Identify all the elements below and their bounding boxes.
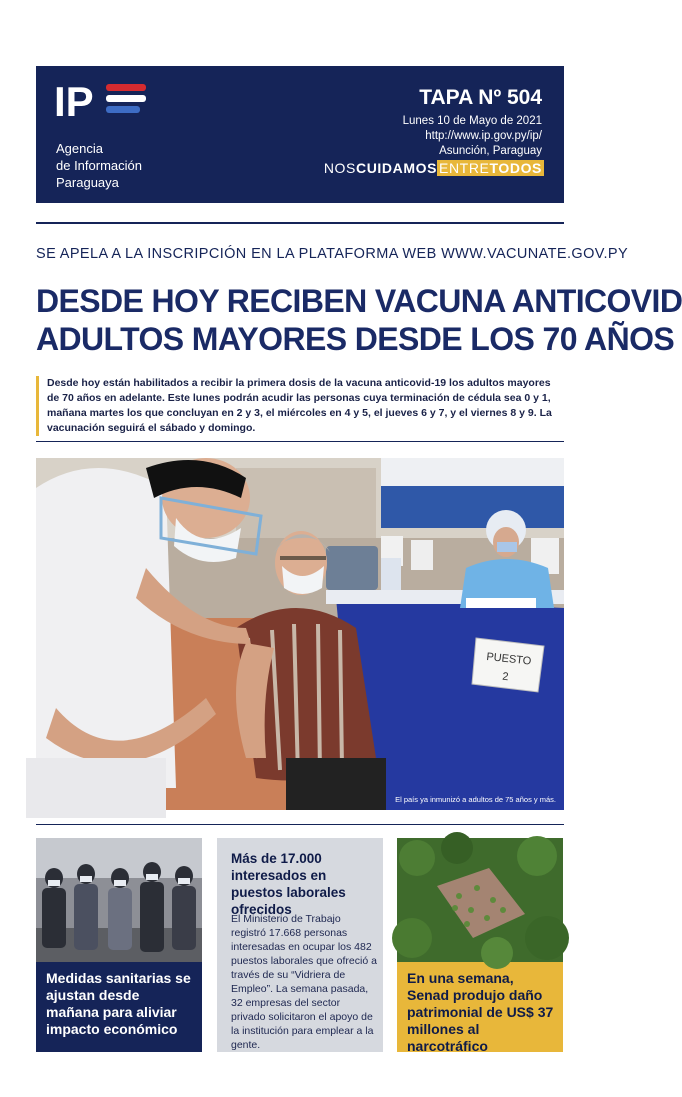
photo-caption: El país ya inmunizó a adultos de 75 años y más. — [395, 795, 556, 804]
issue-number: TAPA Nº 504 — [419, 86, 542, 109]
flag-red-stripe — [106, 84, 146, 91]
card-title: Medidas sanitarias se ajustan desde mañana para aliviar impacto económico — [46, 970, 191, 1037]
main-photo — [36, 458, 564, 810]
divider — [36, 441, 564, 442]
issue-meta — [403, 114, 542, 159]
agency-line: Paraguaya — [56, 175, 119, 190]
kicker: SE APELA A LA INSCRIPCIÓN EN LA PLATAFORMA WEB WWW.VACUNATE.GOV.PY — [36, 246, 629, 262]
divider — [36, 824, 564, 825]
slogan-highlight — [437, 160, 544, 176]
divider — [36, 222, 564, 224]
ip-logo — [54, 78, 154, 125]
slogan-part: TODOS — [489, 160, 542, 176]
headline-line: DESDE HOY RECIBEN VACUNA ANTICOVID — [36, 283, 682, 319]
news-card-sanitary[interactable] — [36, 838, 202, 1052]
flag-blue-stripe — [106, 106, 140, 113]
aerial-forest-photo — [397, 838, 563, 962]
card-body: El Ministerio de Trabajo registró 17.668 personas interesadas en ocupar los 482 puestos laborales que ofreció a través de su “Vidriera de Empleo”. La semana pasada, 32 empresas del sector privado solicitaron el apoyo de la institución para emplear a la gente. — [231, 913, 377, 1051]
logo-text: IP — [54, 78, 94, 125]
masthead — [36, 66, 564, 203]
slogan-part: NOS — [323, 160, 356, 176]
lead-paragraph: Desde hoy están habilitados a recibir la primera dosis de la vacuna anticovid-19 los adultos mayores de 70 años en adelante. Este lunes podrán acudir las personas cuya terminación de cédula sea 0 y 1, mañana martes los que concluyan en 2 y 3, el miércoles en 4 y 5, el jueves 6 y 7, y el viernes 8 y 9. La vacunación seguirá el sábado y domingo. — [36, 376, 564, 436]
issue-city: Asunción, Paraguay — [439, 145, 542, 157]
issue-url[interactable]: http://www.ip.gov.py/ip/ — [425, 130, 542, 142]
crowd-photo — [36, 838, 202, 962]
flag-white-stripe — [106, 95, 146, 102]
issue-date: Lunes 10 de Mayo de 2021 — [402, 115, 542, 127]
card-title: Más de 17.000 interesados en puestos laborales ofrecidos — [231, 851, 346, 917]
slogan-part: CUIDAMOS — [355, 160, 438, 176]
sign-line: 2 — [501, 670, 510, 684]
slogan — [324, 160, 544, 176]
news-card-senad[interactable] — [397, 838, 563, 1052]
agency-line: de Información — [56, 158, 142, 173]
headline-line: ADULTOS MAYORES DESDE LOS 70 AÑOS — [36, 321, 675, 357]
slogan-part: ENTRE — [439, 160, 490, 176]
vaccination-scene — [36, 458, 564, 810]
agency-line: Agencia — [56, 141, 103, 156]
headline — [36, 282, 682, 358]
sign-line: PUESTO — [485, 650, 532, 668]
agency-name — [56, 140, 142, 191]
card-title: En una semana, Senad produjo daño patrimonial de US$ 37 millones al narcotráfico — [407, 970, 554, 1054]
news-card-employment[interactable] — [217, 838, 383, 1052]
